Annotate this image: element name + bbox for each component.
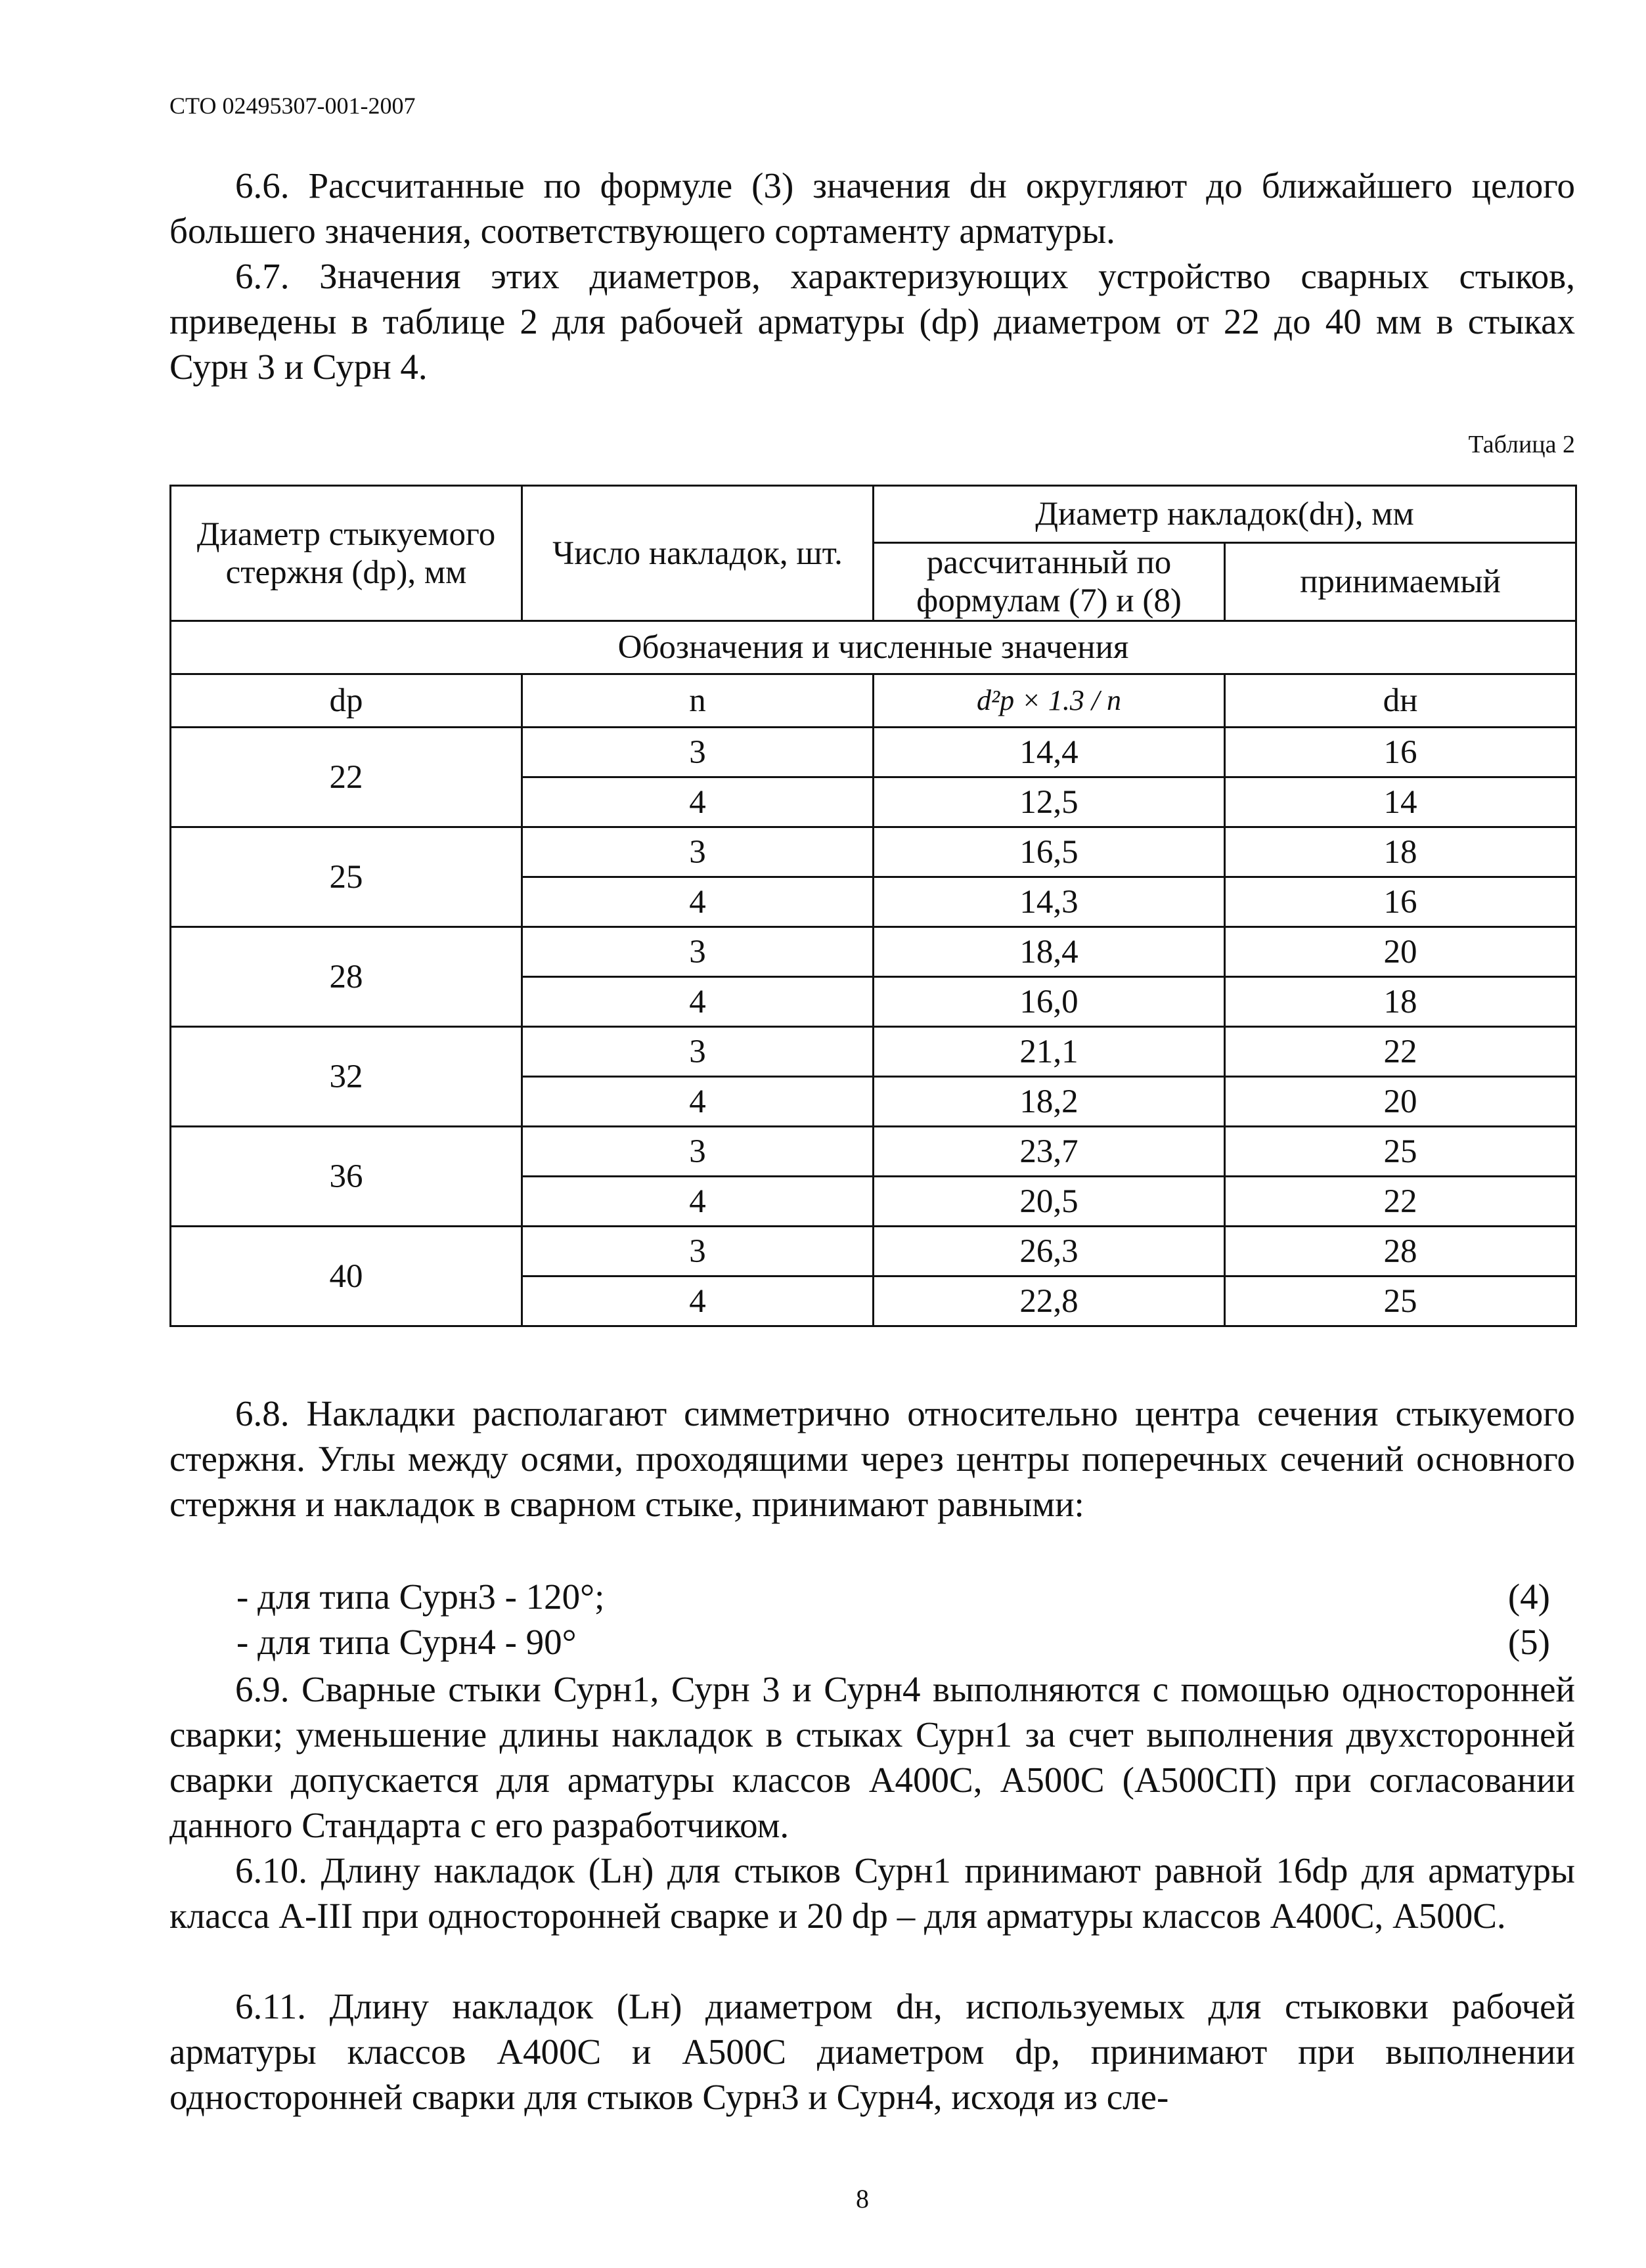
table-row (171, 927, 1576, 977)
list-item-type-3 (236, 1576, 1550, 1617)
cell-calculated: 14,4 (874, 728, 1225, 777)
cell-count: 4 (522, 1177, 874, 1227)
cell-calculated: 23,7 (874, 1127, 1225, 1177)
cell-accepted: 18 (1225, 827, 1576, 877)
paragraph-6-8-text: 6.8. Накладки располагают симметрично относительно центра сечения стыкуемого стержня. Углы между осями, проходящими через центры поперечных сечений основного стержня и накладок в сварном стыке, принимают равными: (169, 1393, 1575, 1524)
cell-calculated: 16,0 (874, 977, 1225, 1027)
cell-accepted: 25 (1225, 1127, 1576, 1177)
cell-calculated: 14,3 (874, 877, 1225, 927)
subheader-notation: Обозначения и численные значения (171, 621, 1576, 674)
paragraph-6-11-text: 6.11. Длину накладок (Lн) диаметром dн, используемых для стыковки рабочей арматуры классов А400С и А500С диаметром dр, принимают при выполнении односторонней сварки для стыков Сурн3 и Сурн4, исходя из сле- (169, 1986, 1575, 2117)
cell-count: 3 (522, 728, 874, 777)
paragraph-6-10-text: 6.10. Длину накладок (Lн) для стыков Сурн1 принимают равной 16dр для арматуры класса А-III при односторонней сварке и 20 dр – для арматуры классов А400С, А500С. (169, 1850, 1575, 1936)
table-caption: Таблица 2 (1468, 431, 1575, 458)
cell-count: 3 (522, 927, 874, 977)
cell-accepted: 25 (1225, 1276, 1576, 1326)
cell-count: 3 (522, 1027, 874, 1077)
cell-count: 4 (522, 977, 874, 1027)
cell-count: 3 (522, 1227, 874, 1276)
cell-accepted: 22 (1225, 1027, 1576, 1077)
cell-count: 3 (522, 1127, 874, 1177)
symbol-dn: dн (1225, 674, 1576, 728)
cell-calculated: 16,5 (874, 827, 1225, 877)
table-row (171, 827, 1576, 877)
cell-rod-diameter: 22 (171, 728, 522, 827)
header-pad-diameter: Диаметр накладок(dн), мм (874, 486, 1576, 543)
cell-calculated: 21,1 (874, 1027, 1225, 1077)
cell-rod-diameter: 40 (171, 1227, 522, 1326)
cell-count: 4 (522, 1276, 874, 1326)
paragraph-6-6-text: 6.6. Рассчитанные по формуле (3) значения dн округляют до ближайшего целого большего значения, соответствующего сортаменту арматуры. (169, 165, 1575, 251)
cell-calculated: 26,3 (874, 1227, 1225, 1276)
table-row (171, 1127, 1576, 1177)
paragraph-6-11 (169, 1984, 1575, 2120)
list-item-text: - для типа Сурн4 - 90° (236, 1622, 577, 1662)
cell-count: 4 (522, 877, 874, 927)
document-code: СТО 02495307-001-2007 (169, 93, 416, 119)
cell-accepted: 20 (1225, 1077, 1576, 1127)
equation-number: (5) (1507, 1622, 1550, 1662)
rebar-table (169, 485, 1577, 1327)
cell-rod-diameter: 32 (171, 1027, 522, 1127)
header-accepted: принимаемый (1225, 543, 1576, 621)
table-row (171, 728, 1576, 777)
table-row (171, 1027, 1576, 1077)
equation-number: (4) (1507, 1577, 1550, 1617)
list-item-text: - для типа Сурн3 - 120°; (236, 1577, 605, 1617)
cell-accepted: 18 (1225, 977, 1576, 1027)
cell-rod-diameter: 28 (171, 927, 522, 1027)
cell-calculated: 20,5 (874, 1177, 1225, 1227)
cell-calculated: 22,8 (874, 1276, 1225, 1326)
cell-calculated: 18,2 (874, 1077, 1225, 1127)
paragraph-6-8 (169, 1391, 1575, 1527)
paragraph-6-7-text: 6.7. Значения этих диаметров, характеризующих устройство сварных стыков, приведены в таблице 2 для рабочей арматуры (dр) диаметром от 22 до 40 мм в стыках Сурн 3 и Сурн 4. (169, 256, 1575, 387)
cell-count: 4 (522, 777, 874, 827)
cell-accepted: 16 (1225, 877, 1576, 927)
cell-accepted: 14 (1225, 777, 1576, 827)
header-count: Число накладок, шт. (522, 486, 874, 621)
cell-calculated: 18,4 (874, 927, 1225, 977)
cell-rod-diameter: 36 (171, 1127, 522, 1227)
cell-accepted: 16 (1225, 728, 1576, 777)
symbol-n: n (522, 674, 874, 728)
cell-accepted: 28 (1225, 1227, 1576, 1276)
paragraph-6-6 (169, 163, 1575, 253)
symbol-formula: d²р × 1.3 / n (874, 674, 1225, 728)
paragraph-6-9 (169, 1667, 1575, 1848)
cell-calculated: 12,5 (874, 777, 1225, 827)
paragraph-6-9-text: 6.9. Сварные стыки Сурн1, Сурн 3 и Сурн4 выполняются с помощью односторонней сварки; уменьшение длины накладок в стыках Сурн1 за счет выполнения двухсторонней сварки допускается для арматуры классов А400С, А500С (А500СП) при согласовании данного Стандарта с его разработчиком. (169, 1669, 1575, 1845)
table-row (171, 1227, 1576, 1276)
page-number: 8 (856, 2184, 869, 2213)
header-calculated: рассчитанный по формулам (7) и (8) (874, 543, 1225, 621)
symbol-dp: dр (171, 674, 522, 728)
cell-count: 3 (522, 827, 874, 877)
header-rod-diameter: Диаметр стыкуемого стержня (dр), мм (171, 486, 522, 621)
list-item-type-4 (236, 1621, 1550, 1663)
paragraph-6-7 (169, 253, 1575, 389)
cell-rod-diameter: 25 (171, 827, 522, 927)
paragraph-6-10 (169, 1848, 1575, 1938)
cell-count: 4 (522, 1077, 874, 1127)
cell-accepted: 22 (1225, 1177, 1576, 1227)
cell-accepted: 20 (1225, 927, 1576, 977)
